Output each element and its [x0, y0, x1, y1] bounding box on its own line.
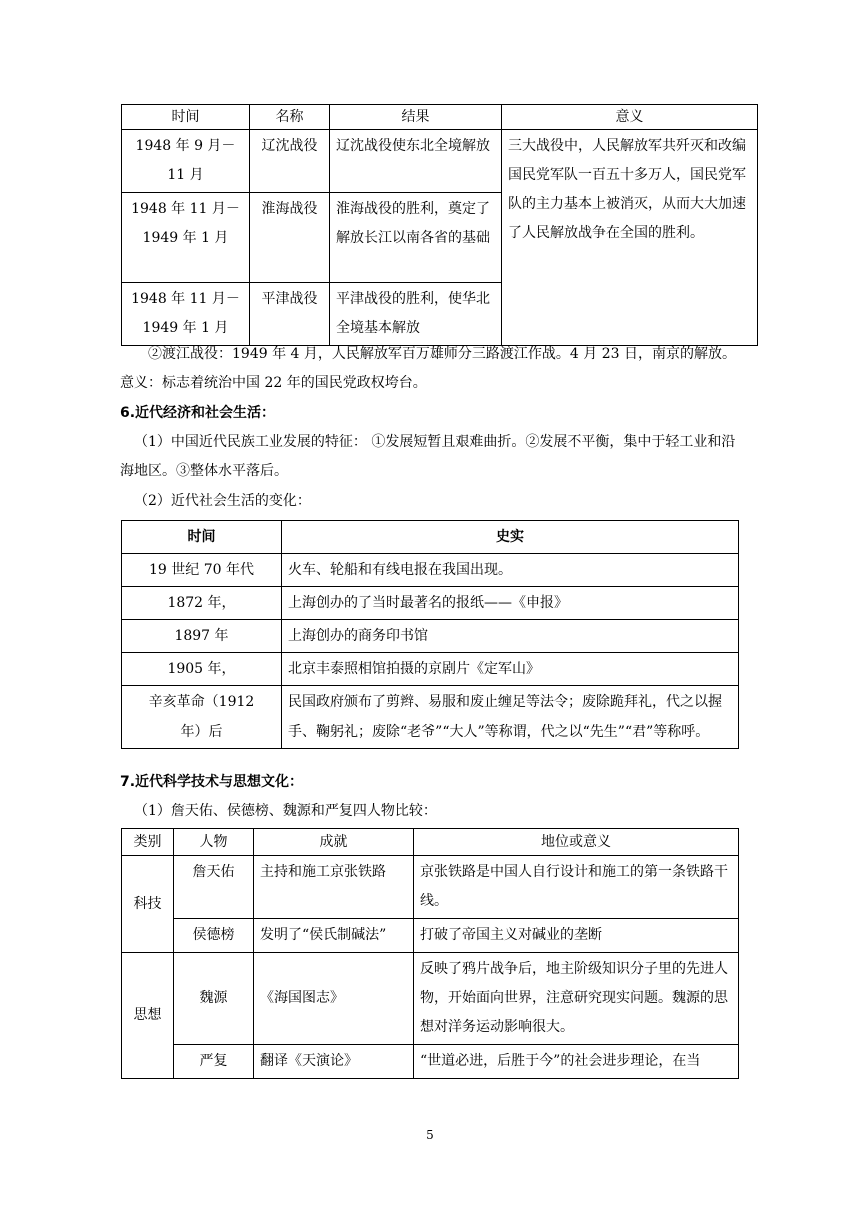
table-row [122, 620, 739, 653]
person-cell: 魏源 [174, 953, 254, 1045]
meaning-cell: 打破了帝国主义对碱业的垄断 [414, 919, 739, 953]
figures-table [121, 828, 739, 1079]
table-row [122, 856, 739, 919]
header-achievement: 成就 [254, 829, 414, 856]
achievement-cell: 翻译《天演论》 [254, 1045, 414, 1079]
table-row [122, 953, 739, 1045]
section-6-point-1: （1）中国近代民族工业发展的特征： ①发展短暂且艰难曲折。②发展不平衡，集中于轻工业和沿海地区。③整体水平落后。 [120, 434, 736, 479]
achievement-cell: 发明了“侯氏制碱法” [254, 919, 414, 953]
table-header-row [122, 521, 739, 554]
header-time: 时间 [122, 105, 250, 130]
battle-name: 淮海战役 [250, 193, 330, 283]
meaning-cell: 反映了鸦片战争后，地主阶级知识分子里的先进人物，开始面向世界，注意研究现实问题。魏源的思想对洋务运动影响很大。 [414, 953, 739, 1045]
header-fact: 史实 [282, 521, 739, 554]
meaning-cell: “世道必进，后胜于今”的社会进步理论，在当 [414, 1045, 739, 1079]
battle-significance: 三大战役中，人民解放军共歼灭和改编国民党军队一百五十多万人，国民党军队的主力基本上被消灭，从而大大加速了人民解放战争在全国的胜利。 [502, 130, 758, 346]
fact-time: 辛亥革命（1912 年）后 [122, 686, 282, 749]
table-row [122, 587, 739, 620]
section-6-title: 6.近代经济和社会生活： [120, 405, 276, 421]
header-name: 名称 [250, 105, 330, 130]
page-number: 5 [426, 1128, 434, 1142]
fact-text: 上海创办的商务印书馆 [282, 620, 739, 653]
person-cell: 严复 [174, 1045, 254, 1079]
battle-result: 平津战役的胜利，使华北全境基本解放 [330, 283, 502, 346]
fact-text: 北京丰泰照相馆拍摄的京剧片《定军山》 [282, 653, 739, 686]
fact-time: 19 世纪 70 年代 [122, 554, 282, 587]
meaning-cell: 京张铁路是中国人自行设计和施工的第一条铁路干线。 [414, 856, 739, 919]
fact-text: 上海创办的了当时最著名的报纸——《申报》 [282, 587, 739, 620]
fact-time: 1905 年， [122, 653, 282, 686]
table-row [122, 653, 739, 686]
battle-result: 淮海战役的胜利，奠定了解放长江以南各省的基础 [330, 193, 502, 283]
fact-text: 火车、轮船和有线电报在我国出现。 [282, 554, 739, 587]
table-header-row [122, 829, 739, 856]
header-person: 人物 [174, 829, 254, 856]
battle-result: 辽沈战役使东北全境解放 [330, 130, 502, 193]
person-cell: 詹天佑 [174, 856, 254, 919]
dujiang-paragraph: ②渡江战役：1949 年 4 月，人民解放军百万雄师分三路渡江作战。4 月 23 日，南京的解放。意义：标志着统治中国 22 年的国民党政权垮台。 [120, 346, 736, 391]
social-life-table [121, 520, 739, 749]
header-significance: 意义 [502, 105, 758, 130]
achievement-cell: 主持和施工京张铁路 [254, 856, 414, 919]
battle-name: 辽沈战役 [250, 130, 330, 193]
header-category: 类别 [122, 829, 174, 856]
table-row [122, 686, 739, 749]
section-7-point-1: （1）詹天佑、侯德榜、魏源和严复四人物比较： [134, 803, 437, 819]
battles-table [121, 104, 758, 346]
table-row [122, 919, 739, 953]
fact-time: 1897 年 [122, 620, 282, 653]
header-time: 时间 [122, 521, 282, 554]
battle-time: 1948 年 9 月－11 月 [122, 130, 250, 193]
table-row [122, 1045, 739, 1079]
battle-time: 1948 年 11 月－1949 年 1 月 [122, 193, 250, 283]
header-meaning: 地位或意义 [414, 829, 739, 856]
section-7-title: 7.近代科学技术与思想文化： [120, 774, 304, 790]
battle-name: 平津战役 [250, 283, 330, 346]
fact-text: 民国政府颁布了剪辫、易服和废止缠足等法令；废除跪拜礼，代之以握手、鞠躬礼；废除“老爷”“大人”等称谓，代之以“先生”“君”等称呼。 [282, 686, 739, 749]
table-row [122, 130, 758, 193]
category-cell: 思想 [122, 953, 174, 1079]
person-cell: 侯德榜 [174, 919, 254, 953]
header-result: 结果 [330, 105, 502, 130]
category-cell: 科技 [122, 856, 174, 953]
fact-time: 1872 年， [122, 587, 282, 620]
table-row [122, 554, 739, 587]
table-header-row [122, 105, 758, 130]
battle-time: 1948 年 11 月－1949 年 1 月 [122, 283, 250, 346]
section-6-point-2: （2）近代社会生活的变化： [134, 493, 311, 509]
achievement-cell: 《海国图志》 [254, 953, 414, 1045]
